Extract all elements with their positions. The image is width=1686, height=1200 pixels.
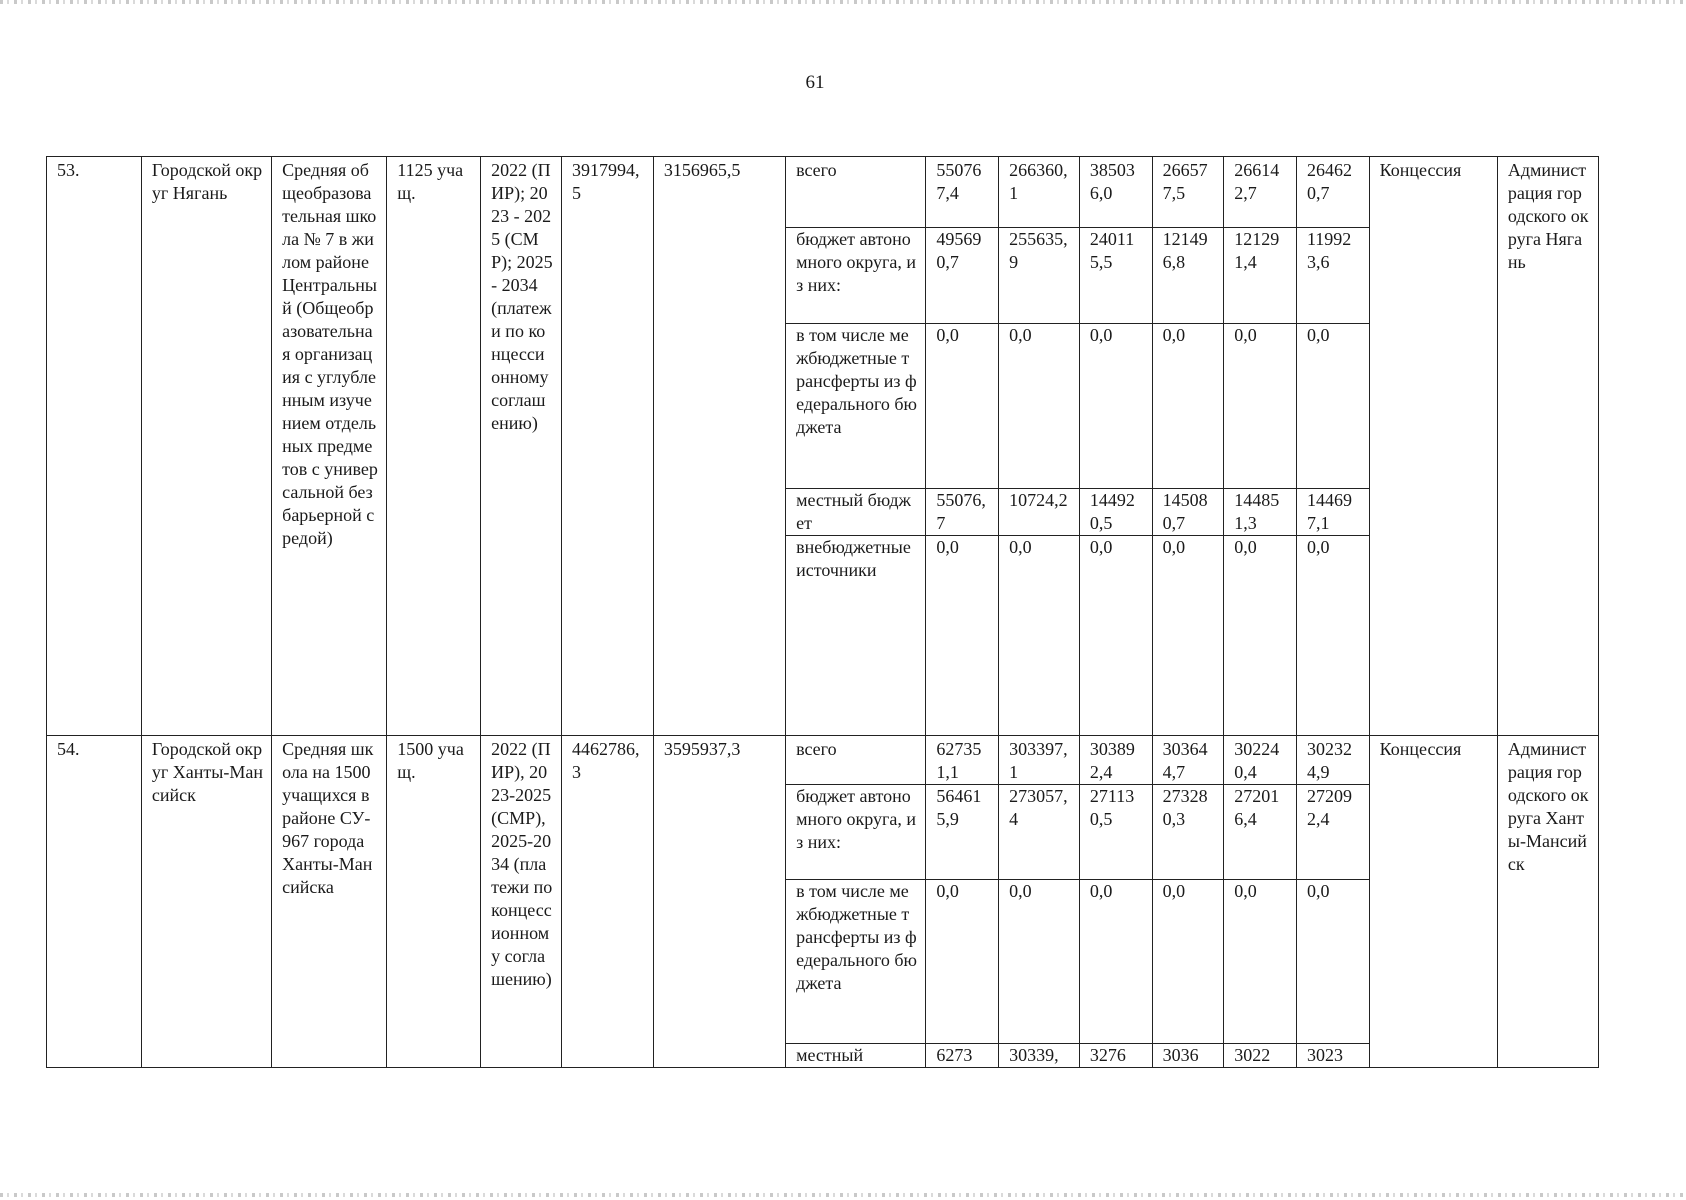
territory-cell: Городской округ Нягань	[141, 157, 271, 736]
customer-cell: Администрация городского округа Ханты-Мансийск	[1497, 736, 1598, 1068]
amount-cell: 266577,5	[1152, 157, 1224, 228]
page-number: 61	[805, 72, 825, 93]
amount-cell: 0,0	[1079, 536, 1152, 736]
amount-cell: 255635,9	[999, 228, 1080, 324]
capacity-cell: 1500 учащ.	[387, 736, 481, 1068]
amount-cell: 0,0	[1152, 324, 1224, 489]
investment-projects-table	[46, 156, 1599, 1068]
amount-cell: 266142,7	[1224, 157, 1297, 228]
amount-text: 3036	[1162, 1045, 1199, 1065]
amount-cell: 627351,1	[926, 736, 999, 785]
amount-cell: 303397,1	[999, 736, 1080, 785]
amount-cell: 0,0	[999, 324, 1080, 489]
object-name-cell: Средняя общеобразовательная школа № 7 в жилом районе Центральный (Общеобразовательная организация с углубленным изучением отдельных предметов с универсальной безбарьерной средой)	[272, 157, 387, 736]
amount-cell: 0,0	[1152, 880, 1224, 1044]
amount-cell	[999, 1044, 1080, 1068]
amount-cell: 272016,4	[1224, 785, 1297, 880]
amount-cell: 121291,4	[1224, 228, 1297, 324]
amount-cell: 303644,7	[1152, 736, 1224, 785]
amount-cell	[1152, 1044, 1224, 1068]
customer-cell: Администрация городского округа Нягань	[1497, 157, 1598, 736]
amount-text: 3276	[1089, 1045, 1126, 1065]
amount-cell: 0,0	[1296, 880, 1369, 1044]
total-cost-cell: 4462786,3	[561, 736, 653, 1068]
source-label: всего	[786, 736, 926, 785]
row-number: 53.	[47, 157, 142, 736]
amount-cell	[1224, 1044, 1297, 1068]
amount-cell: 302240,4	[1224, 736, 1297, 785]
amount-cell: 0,0	[926, 880, 999, 1044]
source-label: бюджет автономного округа, из них:	[786, 228, 926, 324]
source-label: в том числе межбюджетные трансферты из федерального бюджета	[786, 324, 926, 489]
scan-edge-top	[0, 0, 1686, 4]
amount-cell: 0,0	[926, 324, 999, 489]
total-cost-cell: 3917994,5	[561, 157, 653, 736]
amount-cell: 0,0	[1152, 536, 1224, 736]
amount-cell: 272092,4	[1296, 785, 1369, 880]
source-label: бюджет автономного округа, из них:	[786, 785, 926, 880]
amount-cell	[1079, 1044, 1152, 1068]
amount-cell: 0,0	[926, 536, 999, 736]
amount-cell: 144851,3	[1224, 489, 1297, 536]
amount-cell: 0,0	[1079, 324, 1152, 489]
amount-cell: 0,0	[1224, 324, 1297, 489]
territory-cell: Городской округ Ханты-Мансийск	[141, 736, 271, 1068]
amount-cell: 0,0	[1224, 536, 1297, 736]
amount-text: 3022	[1234, 1045, 1271, 1065]
amount-cell: 0,0	[999, 536, 1080, 736]
amount-text: 30339,	[1009, 1045, 1059, 1065]
amount-text: 6273	[936, 1045, 973, 1065]
amount-cell: 385036,0	[1079, 157, 1152, 228]
source-label: всего	[786, 157, 926, 228]
amount-text: 3023	[1306, 1045, 1343, 1065]
amount-cell: 55076,7	[926, 489, 999, 536]
amount-cell: 0,0	[1224, 880, 1297, 1044]
amount-cell: 121496,8	[1152, 228, 1224, 324]
table-row	[47, 736, 1599, 785]
object-name-cell: Средняя школа на 1500 учащихся в районе СУ-967 города Ханты-Мансийска	[272, 736, 387, 1068]
mechanism-cell: Концессия	[1369, 736, 1497, 1068]
remaining-cost-cell: 3595937,3	[653, 736, 785, 1068]
amount-cell: 10724,2	[999, 489, 1080, 536]
amount-cell: 0,0	[999, 880, 1080, 1044]
table-row	[47, 157, 1599, 228]
amount-cell: 564615,9	[926, 785, 999, 880]
remaining-cost-cell: 3156965,5	[653, 157, 785, 736]
amount-cell: 240115,5	[1079, 228, 1152, 324]
period-cell: 2022 (ПИР); 2023 - 2025 (СМР); 2025 - 2034 (платежи по концессионному соглашению)	[481, 157, 562, 736]
amount-cell: 0,0	[1296, 324, 1369, 489]
amount-cell: 119923,6	[1296, 228, 1369, 324]
amount-cell: 273280,3	[1152, 785, 1224, 880]
amount-cell: 550767,4	[926, 157, 999, 228]
amount-cell	[1296, 1044, 1369, 1068]
amount-cell: 271130,5	[1079, 785, 1152, 880]
amount-cell: 144920,5	[1079, 489, 1152, 536]
source-label	[786, 1044, 926, 1068]
source-label: местный бюджет	[786, 489, 926, 536]
amount-cell: 0,0	[1296, 536, 1369, 736]
amount-cell: 144697,1	[1296, 489, 1369, 536]
capacity-cell: 1125 учащ.	[387, 157, 481, 736]
amount-cell: 266360,1	[999, 157, 1080, 228]
amount-cell	[926, 1044, 999, 1068]
amount-cell: 145080,7	[1152, 489, 1224, 536]
source-label-text: местный	[796, 1045, 864, 1065]
source-label: внебюджетные источники	[786, 536, 926, 736]
amount-cell: 264620,7	[1296, 157, 1369, 228]
amount-cell: 495690,7	[926, 228, 999, 324]
period-cell: 2022 (ПИР), 2023-2025 (СМР), 2025-2034 (платежи по концессионному соглашению)	[481, 736, 562, 1068]
amount-cell: 302324,9	[1296, 736, 1369, 785]
source-label: в том числе межбюджетные трансферты из федерального бюджета	[786, 880, 926, 1044]
row-number: 54.	[47, 736, 142, 1068]
amount-cell: 303892,4	[1079, 736, 1152, 785]
amount-cell: 0,0	[1079, 880, 1152, 1044]
mechanism-cell: Концессия	[1369, 157, 1497, 736]
scan-edge-bottom	[0, 1193, 1686, 1197]
amount-cell: 273057,4	[999, 785, 1080, 880]
